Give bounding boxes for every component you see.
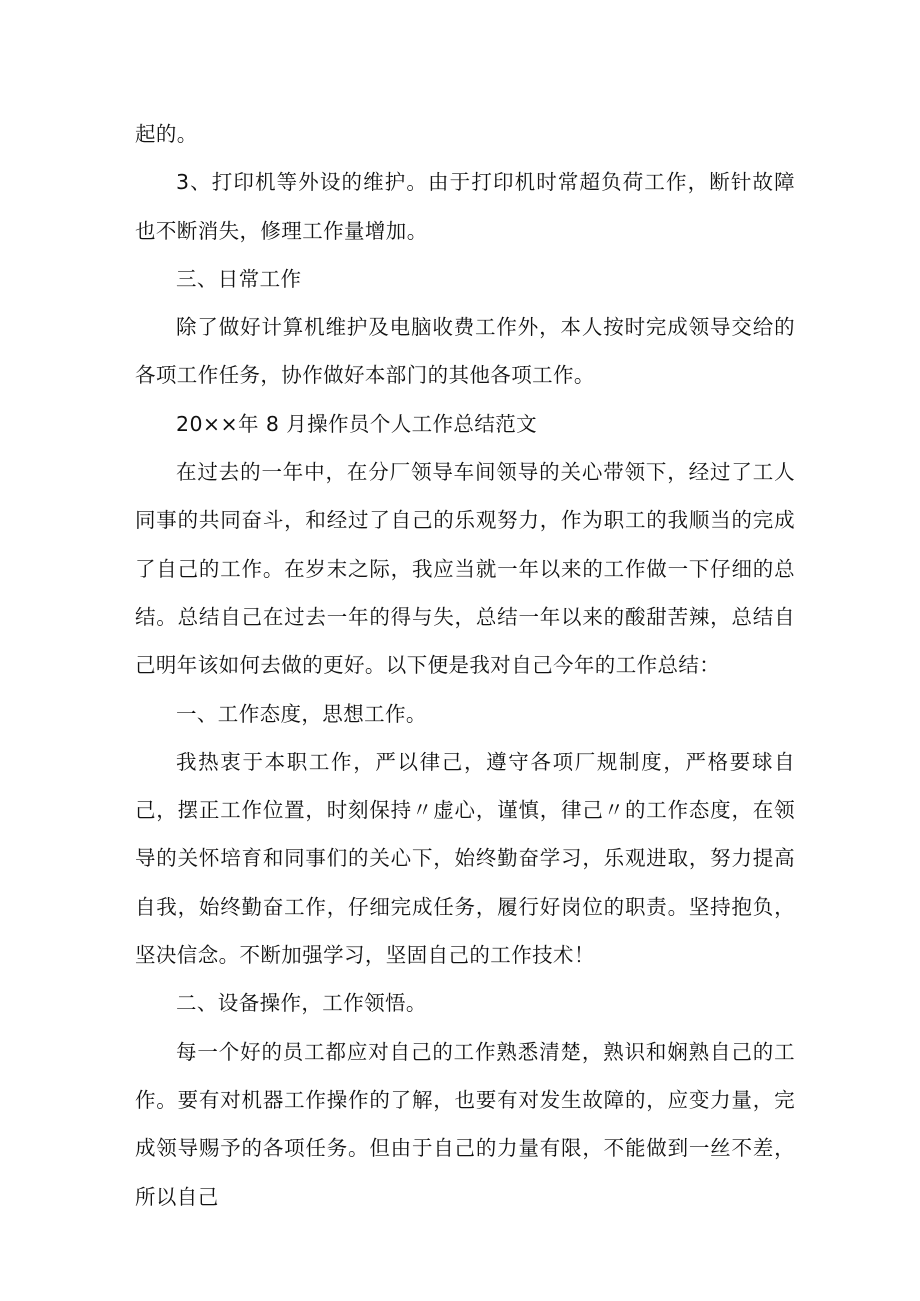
- section-heading-daily-work: 三、日常工作: [176, 266, 302, 291]
- paragraph-equipment-operation: 每一个好的员工都应对自己的工作熟悉清楚，熟识和娴熟自己的工作。要有对机器工作操作的了解，也要有对发生故障的，应变力量，完成领导赐予的各项任务。但由于自己的力量有限，不能做到一丝不差，所以自己: [135, 1039, 795, 1209]
- paragraph-daily-work: 除了做好计算机维护及电脑收费工作外，本人按时完成领导交给的各项工作任务，协作做好本部门的其他各项工作。: [135, 315, 795, 388]
- paragraph-work-attitude: 我热衷于本职工作，严以律己，遵守各项厂规制度，严格要球自己，摆正工作位置，时刻保持〃虚心，谨慎，律己〃的工作态度，在领导的关怀培育和同事们的关心下，始终勤奋学习，乐观进取，努力提高自我，始终勤奋工作，仔细完成任务，履行好岗位的职责。坚持抱负，坚决信念。不断加强学习，坚固自己的工作技术！: [135, 749, 795, 968]
- document-subtitle: 20××年 8 月操作员个人工作总结范文: [176, 411, 538, 436]
- document-body: [135, 110, 795, 1221]
- section-heading-work-attitude: 一、工作态度，思想工作。: [176, 701, 427, 726]
- paragraph-introduction: 在过去的一年中，在分厂领导车间领导的关心带领下，经过了工人同事的共同奋斗，和经过了自己的乐观努力，作为职工的我顺当的完成了自己的工作。在岁末之际，我应当就一年以来的工作做一下仔细的总结。总结自己在过去一年的得与失，总结一年以来的酸甜苦辣，总结自己明年该如何去做的更好。以下便是我对自己今年的工作总结：: [135, 460, 795, 678]
- paragraph-continuation: 起的。: [135, 122, 198, 146]
- paragraph-printer-maintenance: 3、打印机等外设的维护。由于打印机时常超负荷工作，断针故障也不断消失，修理工作量增加。: [135, 170, 795, 243]
- section-heading-equipment-operation: 二、设备操作，工作领悟。: [176, 991, 427, 1016]
